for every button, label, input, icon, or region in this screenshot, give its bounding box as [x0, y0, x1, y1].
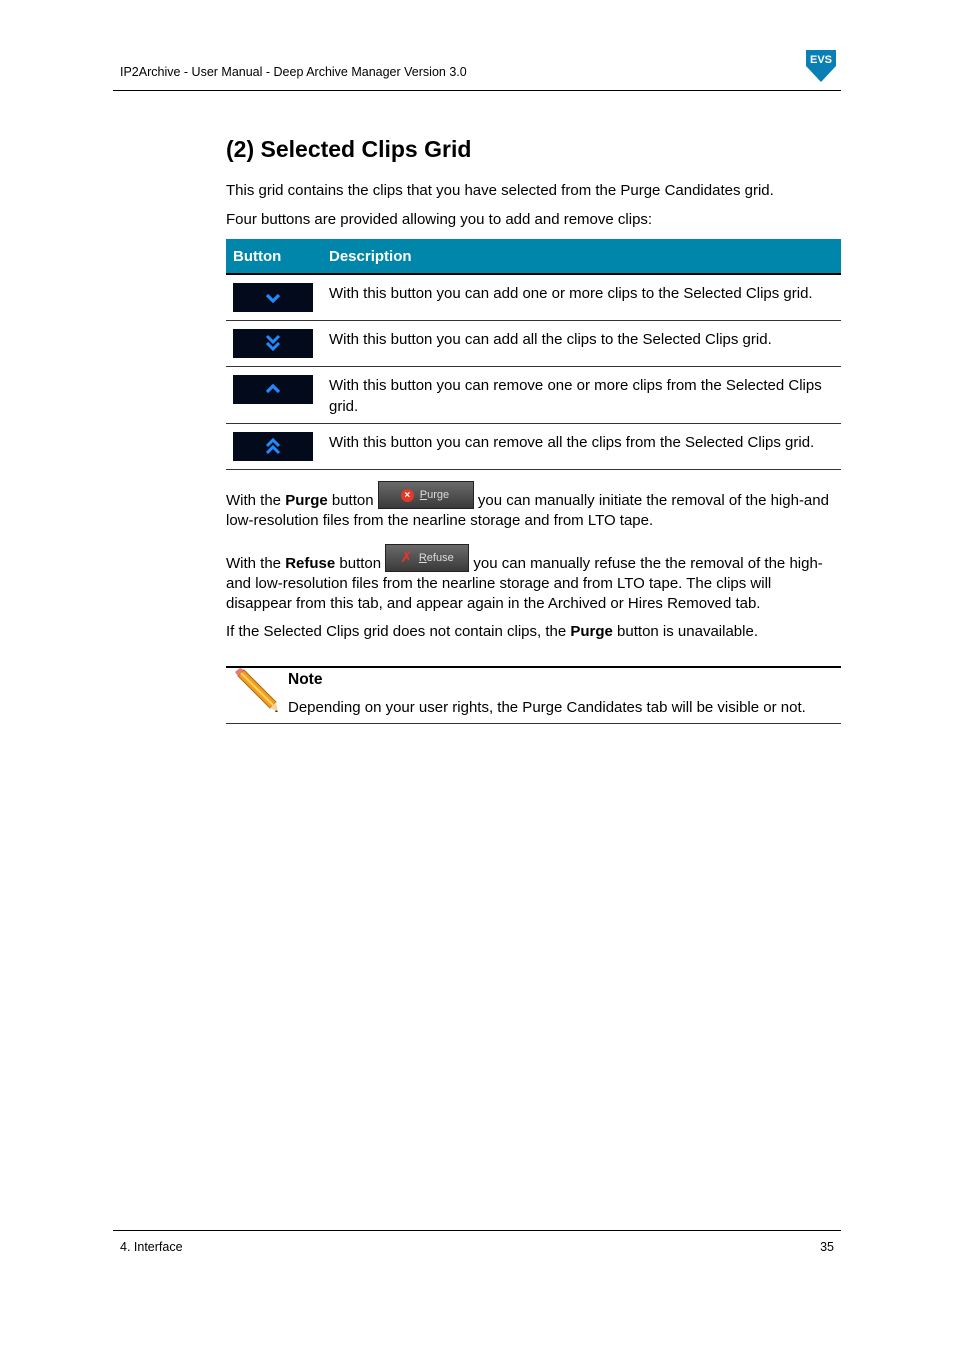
note-text: Depending on your user rights, the Purge Candidates tab will be visible or not. [288, 699, 806, 716]
close-circle-icon: × [401, 489, 414, 502]
unavailable-paragraph: If the Selected Clips grid does not contain clips, the Purge button is unavailable. [226, 623, 758, 640]
refuse-button-image [385, 544, 469, 572]
add-selected-button-image [233, 283, 313, 312]
button-description-table [226, 239, 841, 470]
add-all-button-image [233, 329, 313, 358]
header-button: Button [226, 239, 322, 274]
purge-term: Purge [570, 623, 613, 640]
evs-logo-icon [804, 42, 838, 84]
table-row [226, 274, 841, 320]
header-rule [113, 90, 841, 91]
purge-paragraph: With the Purge button × Purge you can manually initiate the removal of the high-and low-resolution files from the nearline storage and from LTO tape. [226, 491, 841, 531]
evs-logo-text: EVS [809, 54, 833, 66]
row-description: With this button you can add all the clips to the Selected Clips grid. [322, 320, 841, 366]
page-number: 35 [820, 1240, 834, 1254]
remove-all-button-image [233, 432, 313, 461]
chevron-down-icon [264, 291, 282, 305]
purge-term: Purge [285, 492, 328, 509]
buttons-intro-paragraph: Four buttons are provided allowing you to add and remove clips: [226, 211, 653, 228]
chevron-up-icon [264, 382, 282, 396]
refuse-paragraph: With the Refuse button ✗ Refuse you can manually refuse the the removal of the high- and low-resolution files from the nearline storage and from LTO tape. The clips will disappear from this tab, and appear again in the Archived or Hires Removed tab. [226, 554, 841, 614]
purge-button-label: Purge [419, 489, 450, 502]
table-row [226, 366, 841, 423]
remove-selected-button-image [233, 375, 313, 404]
double-chevron-up-icon [264, 437, 282, 455]
note-bottom-rule [226, 723, 841, 724]
intro-paragraph: This grid contains the clips that you have selected from the Purge Candidates grid. [226, 182, 774, 199]
row-description: With this button you can remove one or more clips from the Selected Clips grid. [322, 366, 841, 423]
red-x-icon: ✗ [400, 549, 413, 567]
running-header: IP2Archive - User Manual - Deep Archive Manager Version 3.0 [120, 65, 467, 79]
table-row [226, 423, 841, 469]
table-row [226, 320, 841, 366]
table-header-row [226, 239, 841, 274]
section-title: (2) Selected Clips Grid [226, 136, 472, 162]
pencil-icon [232, 668, 280, 714]
purge-button-image [378, 481, 474, 509]
refuse-button-label: Refuse [418, 552, 454, 565]
footer-rule [113, 1230, 841, 1231]
row-description: With this button you can remove all the clips from the Selected Clips grid. [322, 423, 841, 469]
refuse-term: Refuse [285, 555, 336, 572]
footer-chapter: 4. Interface [120, 1240, 183, 1254]
note-title: Note [288, 671, 323, 688]
row-description: With this button you can add one or more clips to the Selected Clips grid. [322, 274, 841, 320]
double-chevron-down-icon [264, 334, 282, 352]
header-description: Description [322, 239, 841, 274]
note-top-rule [226, 666, 841, 668]
